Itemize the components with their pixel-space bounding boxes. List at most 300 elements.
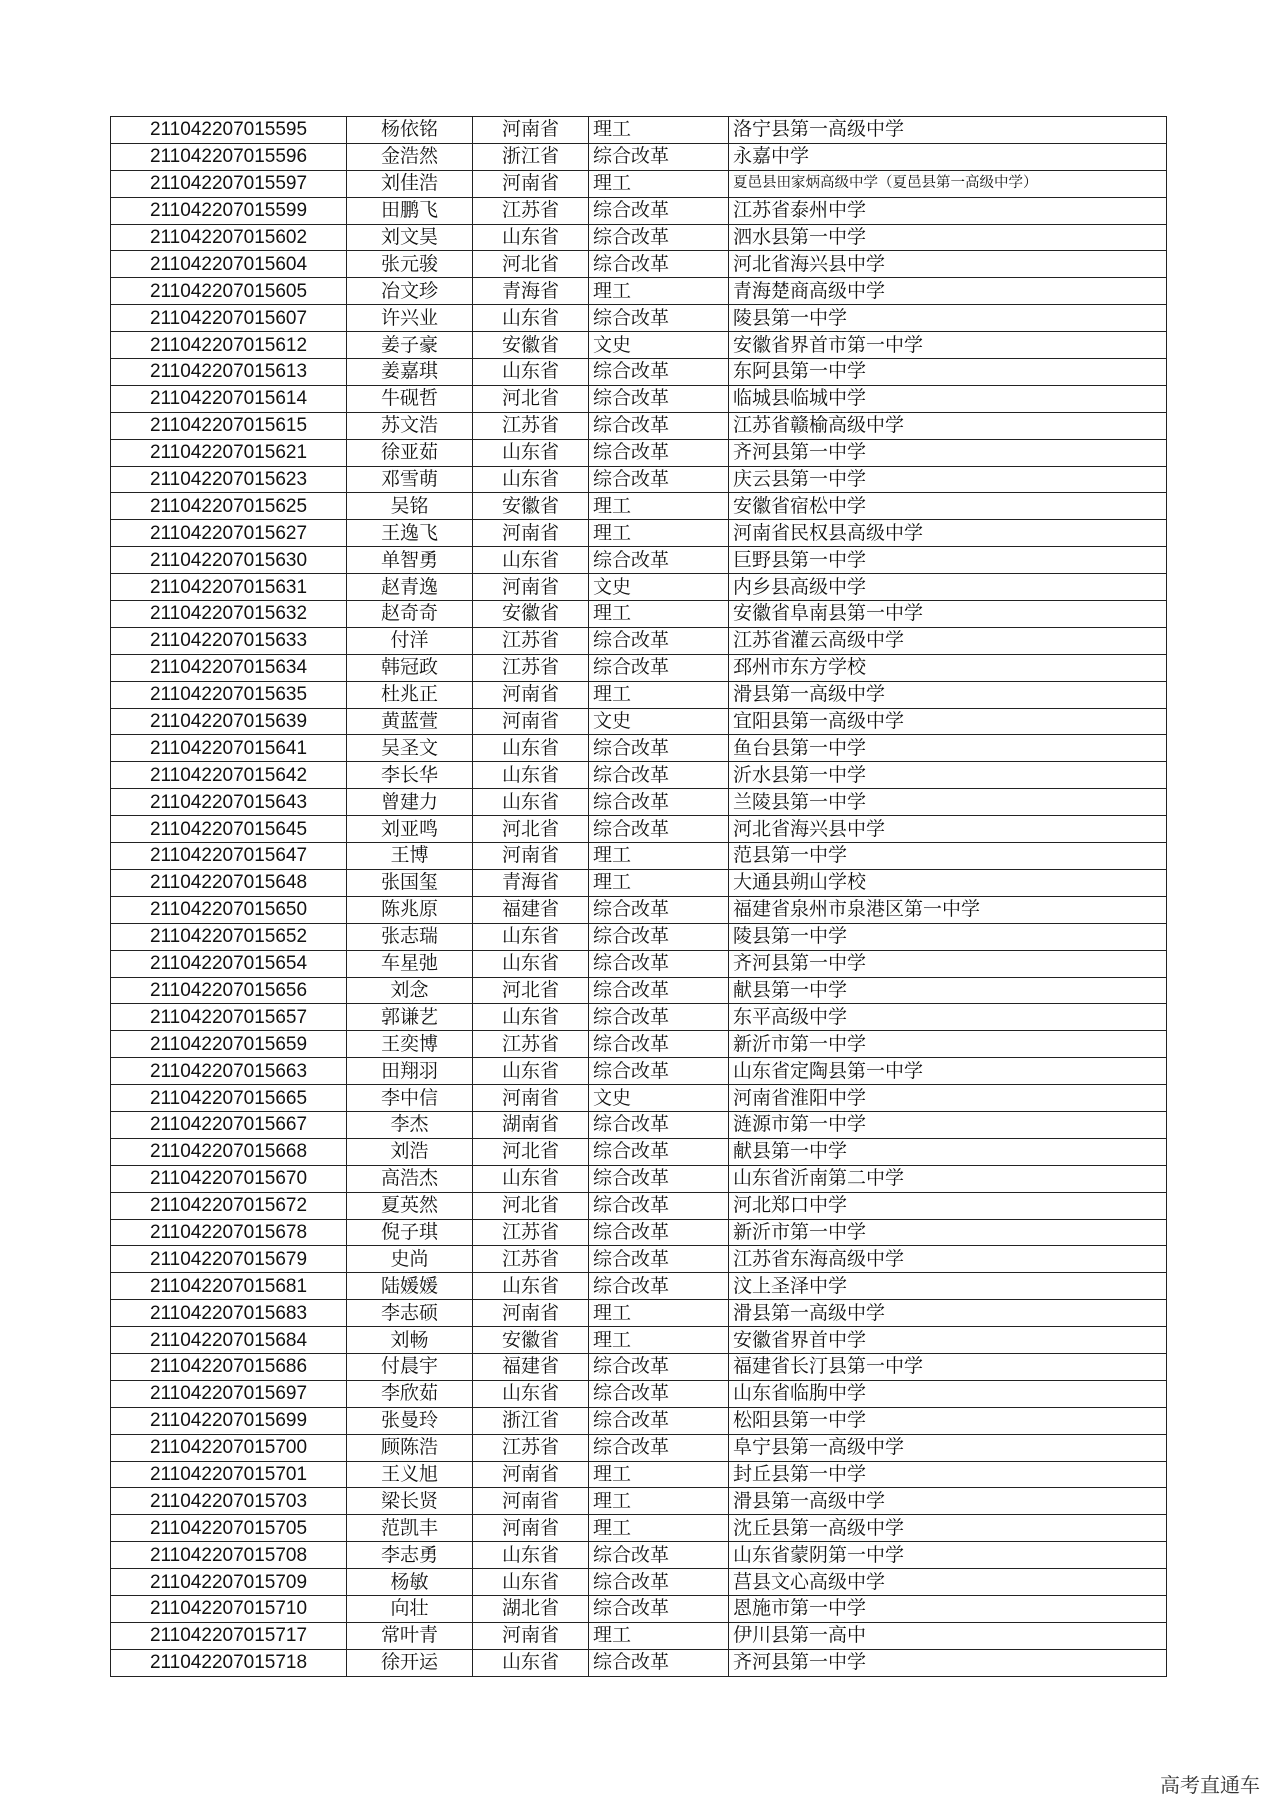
school-cell: 献县第一中学 <box>729 1138 1167 1165</box>
student-id-cell: 211042207015710 <box>111 1595 347 1622</box>
student-id-cell: 211042207015621 <box>111 439 347 466</box>
subject-category-cell: 综合改革 <box>589 1273 729 1300</box>
school-cell: 陵县第一中学 <box>729 923 1167 950</box>
province-cell: 河北省 <box>473 251 589 278</box>
province-cell: 河南省 <box>473 681 589 708</box>
student-name-cell: 田翔羽 <box>347 1058 473 1085</box>
table-row <box>111 1434 1167 1461</box>
subject-category-cell: 综合改革 <box>589 1353 729 1380</box>
table-row <box>111 816 1167 843</box>
subject-category-cell: 综合改革 <box>589 762 729 789</box>
student-id-cell: 211042207015650 <box>111 896 347 923</box>
student-id-cell: 211042207015709 <box>111 1569 347 1596</box>
student-name-cell: 付晨宇 <box>347 1353 473 1380</box>
school-cell: 福建省泉州市泉港区第一中学 <box>729 896 1167 923</box>
student-name-cell: 郭谦艺 <box>347 1004 473 1031</box>
school-cell: 新沂市第一中学 <box>729 1219 1167 1246</box>
student-id-cell: 211042207015612 <box>111 332 347 359</box>
student-name-cell: 许兴业 <box>347 305 473 332</box>
subject-category-cell: 综合改革 <box>589 1004 729 1031</box>
student-name-cell: 倪子琪 <box>347 1219 473 1246</box>
subject-category-cell: 综合改革 <box>589 1219 729 1246</box>
student-id-cell: 211042207015605 <box>111 278 347 305</box>
province-cell: 山东省 <box>473 359 589 386</box>
table-row <box>111 1569 1167 1596</box>
school-cell: 恩施市第一中学 <box>729 1595 1167 1622</box>
school-cell: 邳州市东方学校 <box>729 654 1167 681</box>
student-name-cell: 杨敏 <box>347 1569 473 1596</box>
student-id-cell: 211042207015613 <box>111 359 347 386</box>
province-cell: 江苏省 <box>473 1031 589 1058</box>
student-name-cell: 夏英然 <box>347 1192 473 1219</box>
table-row <box>111 305 1167 332</box>
province-cell: 山东省 <box>473 1380 589 1407</box>
subject-category-cell: 文史 <box>589 574 729 601</box>
table-row <box>111 1353 1167 1380</box>
student-name-cell: 徐亚茹 <box>347 439 473 466</box>
subject-category-cell: 综合改革 <box>589 1165 729 1192</box>
student-id-cell: 211042207015668 <box>111 1138 347 1165</box>
province-cell: 福建省 <box>473 896 589 923</box>
table-row <box>111 1542 1167 1569</box>
student-id-cell: 211042207015686 <box>111 1353 347 1380</box>
school-cell: 松阳县第一中学 <box>729 1407 1167 1434</box>
student-id-cell: 211042207015642 <box>111 762 347 789</box>
subject-category-cell: 理工 <box>589 170 729 197</box>
subject-category-cell: 综合改革 <box>589 1407 729 1434</box>
subject-category-cell: 综合改革 <box>589 412 729 439</box>
school-cell: 安徽省界首市第一中学 <box>729 332 1167 359</box>
school-cell: 齐河县第一中学 <box>729 1649 1167 1676</box>
student-name-cell: 常叶青 <box>347 1622 473 1649</box>
school-cell: 内乡县高级中学 <box>729 574 1167 601</box>
table-row <box>111 1300 1167 1327</box>
student-id-cell: 211042207015703 <box>111 1488 347 1515</box>
province-cell: 山东省 <box>473 1165 589 1192</box>
table-row <box>111 1461 1167 1488</box>
school-cell: 齐河县第一中学 <box>729 439 1167 466</box>
school-cell: 河北省海兴县中学 <box>729 816 1167 843</box>
table-row <box>111 1273 1167 1300</box>
school-cell: 沈丘县第一高级中学 <box>729 1515 1167 1542</box>
student-name-cell: 赵青逸 <box>347 574 473 601</box>
watermark: 高考直通车 <box>1160 1773 1260 1797</box>
school-cell: 东平高级中学 <box>729 1004 1167 1031</box>
subject-category-cell: 综合改革 <box>589 789 729 816</box>
school-cell: 伊川县第一高中 <box>729 1622 1167 1649</box>
province-cell: 河南省 <box>473 117 589 144</box>
table-row <box>111 332 1167 359</box>
province-cell: 山东省 <box>473 762 589 789</box>
subject-category-cell: 理工 <box>589 1488 729 1515</box>
school-cell: 安徽省宿松中学 <box>729 493 1167 520</box>
student-name-cell: 黄蓝萱 <box>347 708 473 735</box>
school-cell: 兰陵县第一中学 <box>729 789 1167 816</box>
subject-category-cell: 综合改革 <box>589 251 729 278</box>
table-row <box>111 493 1167 520</box>
student-name-cell: 刘浩 <box>347 1138 473 1165</box>
school-cell: 东阿县第一中学 <box>729 359 1167 386</box>
student-name-cell: 高浩杰 <box>347 1165 473 1192</box>
student-id-cell: 211042207015614 <box>111 385 347 412</box>
subject-category-cell: 理工 <box>589 493 729 520</box>
student-id-cell: 211042207015705 <box>111 1515 347 1542</box>
table-row <box>111 1004 1167 1031</box>
subject-category-cell: 综合改革 <box>589 1246 729 1273</box>
student-name-cell: 苏文浩 <box>347 412 473 439</box>
subject-category-cell: 理工 <box>589 117 729 144</box>
school-cell: 大通县朔山学校 <box>729 869 1167 896</box>
student-name-cell: 王义旭 <box>347 1461 473 1488</box>
table-row <box>111 1622 1167 1649</box>
student-name-cell: 牛砚哲 <box>347 385 473 412</box>
table-row <box>111 1595 1167 1622</box>
school-cell: 山东省蒙阴第一中学 <box>729 1542 1167 1569</box>
table-row <box>111 278 1167 305</box>
school-cell: 滑县第一高级中学 <box>729 1300 1167 1327</box>
province-cell: 河南省 <box>473 1300 589 1327</box>
subject-category-cell: 综合改革 <box>589 305 729 332</box>
subject-category-cell: 综合改革 <box>589 1380 729 1407</box>
student-id-cell: 211042207015599 <box>111 197 347 224</box>
school-cell: 江苏省赣榆高级中学 <box>729 412 1167 439</box>
student-name-cell: 张曼玲 <box>347 1407 473 1434</box>
student-id-cell: 211042207015697 <box>111 1380 347 1407</box>
table-row <box>111 251 1167 278</box>
student-name-cell: 刘畅 <box>347 1327 473 1354</box>
student-id-cell: 211042207015635 <box>111 681 347 708</box>
student-id-cell: 211042207015634 <box>111 654 347 681</box>
table-row <box>111 1165 1167 1192</box>
table-row <box>111 1138 1167 1165</box>
table-row <box>111 681 1167 708</box>
student-id-cell: 211042207015607 <box>111 305 347 332</box>
subject-category-cell: 综合改革 <box>589 977 729 1004</box>
student-name-cell: 姜子豪 <box>347 332 473 359</box>
school-cell: 山东省沂南第二中学 <box>729 1165 1167 1192</box>
province-cell: 江苏省 <box>473 1246 589 1273</box>
province-cell: 河南省 <box>473 708 589 735</box>
table-row <box>111 1246 1167 1273</box>
school-cell: 江苏省东海高级中学 <box>729 1246 1167 1273</box>
subject-category-cell: 综合改革 <box>589 923 729 950</box>
student-id-cell: 211042207015615 <box>111 412 347 439</box>
student-id-cell: 211042207015657 <box>111 1004 347 1031</box>
table-row <box>111 1192 1167 1219</box>
student-id-cell: 211042207015602 <box>111 224 347 251</box>
student-name-cell: 张元骏 <box>347 251 473 278</box>
student-id-cell: 211042207015597 <box>111 170 347 197</box>
student-name-cell: 杨依铭 <box>347 117 473 144</box>
table-row <box>111 197 1167 224</box>
table-row <box>111 977 1167 1004</box>
table-row <box>111 1219 1167 1246</box>
school-cell: 沂水县第一中学 <box>729 762 1167 789</box>
province-cell: 河北省 <box>473 977 589 1004</box>
student-id-cell: 211042207015659 <box>111 1031 347 1058</box>
student-name-cell: 向壮 <box>347 1595 473 1622</box>
province-cell: 山东省 <box>473 1058 589 1085</box>
school-cell: 滑县第一高级中学 <box>729 681 1167 708</box>
school-cell: 献县第一中学 <box>729 977 1167 1004</box>
student-name-cell: 李志硕 <box>347 1300 473 1327</box>
student-name-cell: 付洋 <box>347 627 473 654</box>
subject-category-cell: 理工 <box>589 1461 729 1488</box>
student-id-cell: 211042207015625 <box>111 493 347 520</box>
school-cell: 河北郑口中学 <box>729 1192 1167 1219</box>
subject-category-cell: 综合改革 <box>589 197 729 224</box>
student-id-cell: 211042207015717 <box>111 1622 347 1649</box>
student-name-cell: 曾建力 <box>347 789 473 816</box>
subject-category-cell: 文史 <box>589 332 729 359</box>
student-name-cell: 吴铭 <box>347 493 473 520</box>
school-cell: 江苏省灌云高级中学 <box>729 627 1167 654</box>
school-cell: 山东省定陶县第一中学 <box>729 1058 1167 1085</box>
student-id-cell: 211042207015623 <box>111 466 347 493</box>
province-cell: 山东省 <box>473 950 589 977</box>
table-row <box>111 708 1167 735</box>
school-cell: 河南省淮阳中学 <box>729 1085 1167 1112</box>
subject-category-cell: 理工 <box>589 1327 729 1354</box>
province-cell: 江苏省 <box>473 1219 589 1246</box>
table-row <box>111 789 1167 816</box>
school-cell: 福建省长汀县第一中学 <box>729 1353 1167 1380</box>
student-name-cell: 杜兆正 <box>347 681 473 708</box>
student-id-cell: 211042207015667 <box>111 1111 347 1138</box>
school-cell: 山东省临朐中学 <box>729 1380 1167 1407</box>
table-row <box>111 1111 1167 1138</box>
subject-category-cell: 综合改革 <box>589 1138 729 1165</box>
table-row <box>111 520 1167 547</box>
student-name-cell: 韩冠政 <box>347 654 473 681</box>
province-cell: 河北省 <box>473 385 589 412</box>
student-name-cell: 陆媛媛 <box>347 1273 473 1300</box>
table-row <box>111 547 1167 574</box>
student-name-cell: 张志瑞 <box>347 923 473 950</box>
subject-category-cell: 综合改革 <box>589 547 729 574</box>
table-row <box>111 1058 1167 1085</box>
school-cell: 安徽省阜南县第一中学 <box>729 601 1167 628</box>
school-cell: 滑县第一高级中学 <box>729 1488 1167 1515</box>
province-cell: 安徽省 <box>473 493 589 520</box>
school-cell: 阜宁县第一高级中学 <box>729 1434 1167 1461</box>
province-cell: 湖北省 <box>473 1595 589 1622</box>
school-cell: 江苏省泰州中学 <box>729 197 1167 224</box>
subject-category-cell: 理工 <box>589 1515 729 1542</box>
student-name-cell: 李志勇 <box>347 1542 473 1569</box>
school-cell: 汶上圣泽中学 <box>729 1273 1167 1300</box>
table-row <box>111 843 1167 870</box>
subject-category-cell: 理工 <box>589 278 729 305</box>
student-name-cell: 吴圣文 <box>347 735 473 762</box>
subject-category-cell: 综合改革 <box>589 1595 729 1622</box>
student-id-cell: 211042207015633 <box>111 627 347 654</box>
student-name-cell: 范凯丰 <box>347 1515 473 1542</box>
student-name-cell: 梁长贤 <box>347 1488 473 1515</box>
school-cell: 安徽省界首中学 <box>729 1327 1167 1354</box>
subject-category-cell: 综合改革 <box>589 1192 729 1219</box>
school-cell: 莒县文心高级中学 <box>729 1569 1167 1596</box>
province-cell: 江苏省 <box>473 412 589 439</box>
school-cell: 永嘉中学 <box>729 143 1167 170</box>
province-cell: 江苏省 <box>473 1434 589 1461</box>
subject-category-cell: 综合改革 <box>589 439 729 466</box>
subject-category-cell: 理工 <box>589 869 729 896</box>
student-id-cell: 211042207015699 <box>111 1407 347 1434</box>
student-name-cell: 李长华 <box>347 762 473 789</box>
school-cell: 宜阳县第一高级中学 <box>729 708 1167 735</box>
student-name-cell: 史尚 <box>347 1246 473 1273</box>
student-id-cell: 211042207015627 <box>111 520 347 547</box>
province-cell: 山东省 <box>473 1649 589 1676</box>
table-row <box>111 627 1167 654</box>
student-name-cell: 田鹏飞 <box>347 197 473 224</box>
subject-category-cell: 综合改革 <box>589 143 729 170</box>
student-id-cell: 211042207015679 <box>111 1246 347 1273</box>
table-row <box>111 1407 1167 1434</box>
table-row <box>111 143 1167 170</box>
student-name-cell: 刘佳浩 <box>347 170 473 197</box>
student-id-cell: 211042207015596 <box>111 143 347 170</box>
student-id-cell: 211042207015639 <box>111 708 347 735</box>
table-row <box>111 950 1167 977</box>
table-row <box>111 735 1167 762</box>
school-cell: 夏邑县田家炳高级中学（夏邑县第一高级中学） <box>729 170 1167 197</box>
subject-category-cell: 综合改革 <box>589 654 729 681</box>
province-cell: 河南省 <box>473 1622 589 1649</box>
table-row <box>111 896 1167 923</box>
student-id-cell: 211042207015663 <box>111 1058 347 1085</box>
subject-category-cell: 理工 <box>589 1622 729 1649</box>
student-name-cell: 王博 <box>347 843 473 870</box>
student-name-cell: 姜嘉琪 <box>347 359 473 386</box>
table-row <box>111 359 1167 386</box>
student-name-cell: 王逸飞 <box>347 520 473 547</box>
school-cell: 封丘县第一中学 <box>729 1461 1167 1488</box>
student-name-cell: 陈兆原 <box>347 896 473 923</box>
table-row <box>111 412 1167 439</box>
table-row <box>111 1515 1167 1542</box>
student-id-cell: 211042207015654 <box>111 950 347 977</box>
student-id-cell: 211042207015630 <box>111 547 347 574</box>
province-cell: 青海省 <box>473 869 589 896</box>
student-name-cell: 刘文昊 <box>347 224 473 251</box>
table-row <box>111 385 1167 412</box>
student-name-cell: 李杰 <box>347 1111 473 1138</box>
subject-category-cell: 综合改革 <box>589 1542 729 1569</box>
province-cell: 河南省 <box>473 520 589 547</box>
student-name-cell: 赵奇奇 <box>347 601 473 628</box>
table-row <box>111 869 1167 896</box>
province-cell: 湖南省 <box>473 1111 589 1138</box>
table-row <box>111 117 1167 144</box>
subject-category-cell: 理工 <box>589 520 729 547</box>
table-body <box>111 117 1167 1677</box>
table-row <box>111 1488 1167 1515</box>
school-cell: 河南省民权县高级中学 <box>729 520 1167 547</box>
school-cell: 鱼台县第一中学 <box>729 735 1167 762</box>
table-row <box>111 1031 1167 1058</box>
table-row <box>111 1380 1167 1407</box>
student-id-cell: 211042207015708 <box>111 1542 347 1569</box>
table-row <box>111 224 1167 251</box>
subject-category-cell: 综合改革 <box>589 1111 729 1138</box>
student-id-cell: 211042207015718 <box>111 1649 347 1676</box>
student-id-cell: 211042207015652 <box>111 923 347 950</box>
student-id-cell: 211042207015604 <box>111 251 347 278</box>
province-cell: 浙江省 <box>473 143 589 170</box>
admission-list-table <box>110 116 1167 1677</box>
subject-category-cell: 综合改革 <box>589 1058 729 1085</box>
table-row <box>111 466 1167 493</box>
province-cell: 河南省 <box>473 574 589 601</box>
student-id-cell: 211042207015684 <box>111 1327 347 1354</box>
table-row <box>111 762 1167 789</box>
table-row <box>111 170 1167 197</box>
student-name-cell: 冶文珍 <box>347 278 473 305</box>
province-cell: 山东省 <box>473 439 589 466</box>
subject-category-cell: 综合改革 <box>589 224 729 251</box>
student-id-cell: 211042207015700 <box>111 1434 347 1461</box>
subject-category-cell: 综合改革 <box>589 1434 729 1461</box>
school-cell: 河北省海兴县中学 <box>729 251 1167 278</box>
province-cell: 安徽省 <box>473 332 589 359</box>
table-row <box>111 574 1167 601</box>
school-cell: 陵县第一中学 <box>729 305 1167 332</box>
province-cell: 江苏省 <box>473 654 589 681</box>
province-cell: 河南省 <box>473 170 589 197</box>
province-cell: 江苏省 <box>473 197 589 224</box>
student-name-cell: 刘念 <box>347 977 473 1004</box>
student-name-cell: 车星弛 <box>347 950 473 977</box>
province-cell: 福建省 <box>473 1353 589 1380</box>
province-cell: 河南省 <box>473 1461 589 1488</box>
student-name-cell: 金浩然 <box>347 143 473 170</box>
province-cell: 河南省 <box>473 1515 589 1542</box>
student-id-cell: 211042207015595 <box>111 117 347 144</box>
province-cell: 河北省 <box>473 816 589 843</box>
student-name-cell: 王奕博 <box>347 1031 473 1058</box>
province-cell: 山东省 <box>473 735 589 762</box>
subject-category-cell: 理工 <box>589 601 729 628</box>
student-id-cell: 211042207015645 <box>111 816 347 843</box>
table-row <box>111 1649 1167 1676</box>
student-id-cell: 211042207015643 <box>111 789 347 816</box>
school-cell: 庆云县第一中学 <box>729 466 1167 493</box>
province-cell: 山东省 <box>473 466 589 493</box>
table-row <box>111 1085 1167 1112</box>
province-cell: 山东省 <box>473 923 589 950</box>
subject-category-cell: 理工 <box>589 681 729 708</box>
student-id-cell: 211042207015701 <box>111 1461 347 1488</box>
student-id-cell: 211042207015665 <box>111 1085 347 1112</box>
province-cell: 安徽省 <box>473 1327 589 1354</box>
province-cell: 山东省 <box>473 1569 589 1596</box>
student-name-cell: 张国玺 <box>347 869 473 896</box>
student-id-cell: 211042207015647 <box>111 843 347 870</box>
student-name-cell: 邓雪萌 <box>347 466 473 493</box>
school-cell: 洛宁县第一高级中学 <box>729 117 1167 144</box>
subject-category-cell: 理工 <box>589 1300 729 1327</box>
subject-category-cell: 综合改革 <box>589 385 729 412</box>
subject-category-cell: 综合改革 <box>589 896 729 923</box>
school-cell: 巨野县第一中学 <box>729 547 1167 574</box>
province-cell: 河南省 <box>473 1488 589 1515</box>
student-id-cell: 211042207015681 <box>111 1273 347 1300</box>
subject-category-cell: 综合改革 <box>589 1649 729 1676</box>
student-name-cell: 顾陈浩 <box>347 1434 473 1461</box>
school-cell: 新沂市第一中学 <box>729 1031 1167 1058</box>
